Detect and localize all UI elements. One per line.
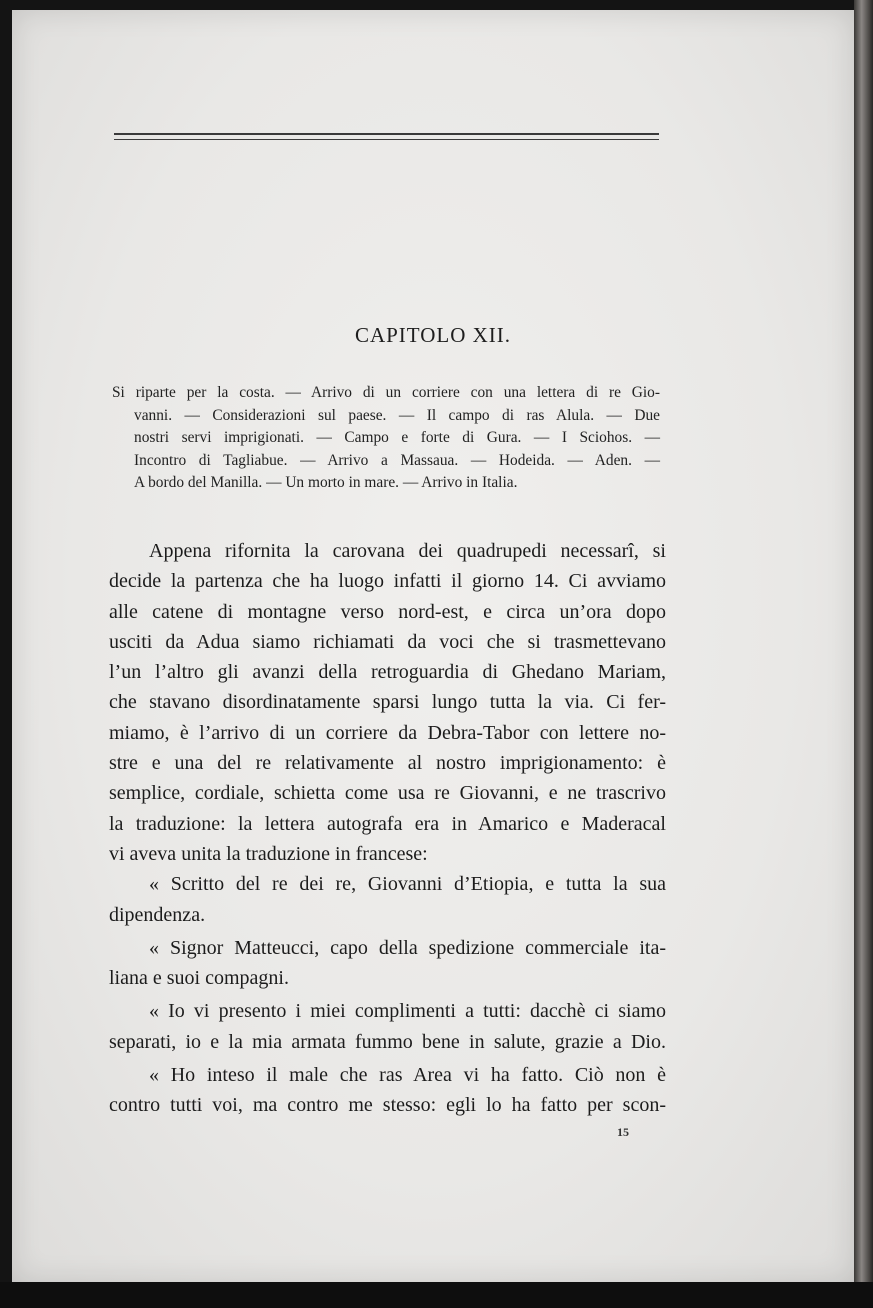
body-line: « Io vi presento i miei complimenti a tutti: dacchè ci siamo bbox=[149, 1000, 666, 1023]
scan-border bbox=[0, 1282, 873, 1308]
body-line: l’un l’altro gli avanzi della retroguardia di Ghedano Mariam, bbox=[109, 661, 666, 684]
body-line: semplice, cordiale, schietta come usa re Giovanni, e ne trascrivo bbox=[109, 782, 666, 805]
body-line: alle catene di montagne verso nord-est, e circa un’ora dopo bbox=[109, 600, 666, 623]
summary-line: vanni. — Considerazioni sul paese. — Il campo di ras Alula. — Due bbox=[134, 406, 660, 424]
header-rule bbox=[114, 133, 659, 140]
chapter-title: CAPITOLO XII. bbox=[354, 323, 512, 347]
chapter-summary bbox=[112, 382, 660, 495]
book-edge bbox=[854, 0, 873, 1308]
body-line: contro tutti voi, ma contro me stesso: egli lo ha fatto per scon- bbox=[109, 1094, 666, 1117]
body-line: dipendenza. bbox=[109, 903, 206, 926]
summary-line: A bordo del Manilla. — Un morto in mare. — Arrivo in Italia. bbox=[134, 474, 518, 491]
summary-line: Incontro di Tagliabue. — Arrivo a Massaua. — Hodeida. — Aden. — bbox=[134, 451, 660, 469]
body-line: che stavano disordinatamente sparsi lungo tutta la via. Ci fer- bbox=[109, 691, 666, 714]
body-line: miamo, è l’arrivo di un corriere da Debra-Tabor con lettere no- bbox=[109, 721, 666, 744]
body-line: « Signor Matteucci, capo della spedizione commerciale ita- bbox=[149, 936, 666, 959]
body-line: stre e una del re relativamente al nostro imprigionamento: è bbox=[109, 752, 666, 775]
body-line: la traduzione: la lettera autografa era in Amarico e Maderacal bbox=[109, 812, 666, 835]
body-line: separati, io e la mia armata fummo bene in salute, grazie a Dio. bbox=[109, 1030, 666, 1053]
book-page bbox=[12, 10, 854, 1282]
body-line: « Ho inteso il male che ras Area vi ha fatto. Ciò non è bbox=[149, 1064, 666, 1087]
body-line: liana e suoi compagni. bbox=[109, 967, 289, 990]
body-line: Appena rifornita la carovana dei quadrupedi necessarî, si bbox=[149, 540, 666, 562]
body-line: vi aveva unita la traduzione in francese: bbox=[109, 842, 428, 865]
body-line: usciti da Adua siamo richiamati da voci che si trasmettevano bbox=[109, 630, 666, 653]
signature-mark: 15 bbox=[617, 1125, 629, 1139]
summary-line: nostri servi imprigionati. — Campo e forte di Gura. — I Sciohos. — bbox=[134, 429, 660, 446]
summary-line: Si riparte per la costa. — Arrivo di un corriere con una lettera di re Gio- bbox=[112, 384, 660, 401]
body-text bbox=[109, 536, 666, 1121]
body-line: « Scritto del re dei re, Giovanni d’Etiopia, e tutta la sua bbox=[149, 873, 666, 896]
body-line: decide la partenza che ha luogo infatti il giorno 14. Ci avviamo bbox=[109, 570, 666, 593]
